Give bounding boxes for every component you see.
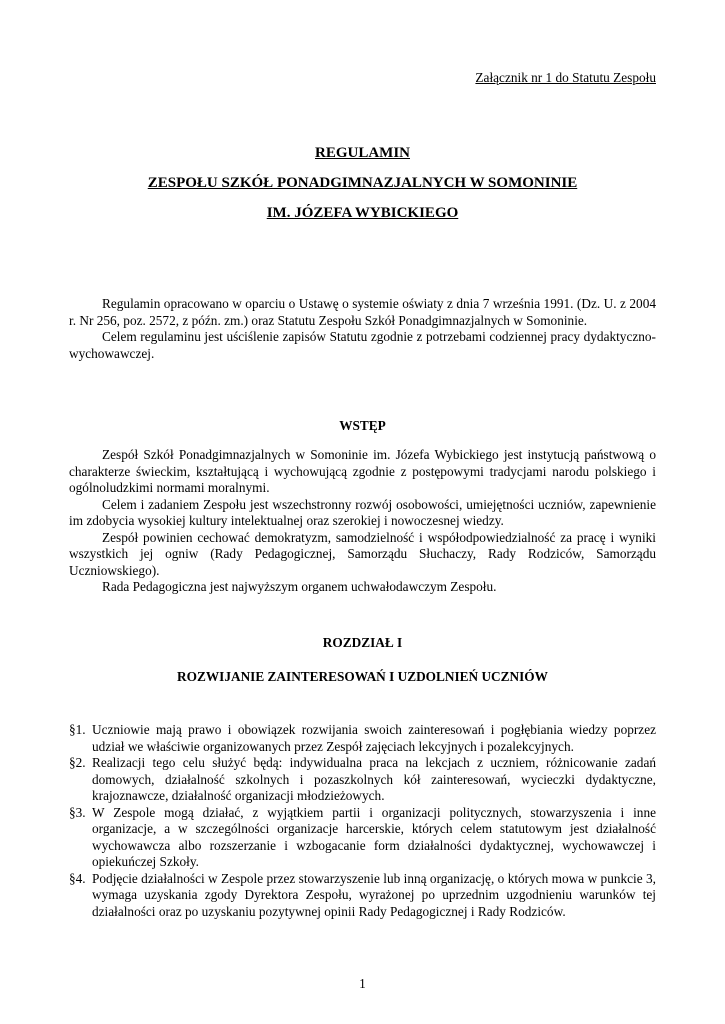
page-number: 1 xyxy=(359,976,366,991)
chapter-items xyxy=(69,722,656,920)
section-text: Podjęcie działalności w Zespole przez stowarzyszenie lub inną organizację, o których mowa w punkcie 3, wymaga uzyskania zgody Dyrektora Zespołu, wyrażonej po uprzednim uzgodnieniu warunków tej działalności oraz po uzyskaniu pozytywnej opinii Rady Pedagogicznej i Rady Rodziców. xyxy=(92,870,656,919)
intro-paragraph-2: Celem regulaminu jest uściślenie zapisów Statutu zgodnie z potrzebami codziennej pracy dydaktyczno-wychowawczej. xyxy=(69,329,656,361)
chapter-subheading: ROZWIJANIE ZAINTERESOWAŃ I UZDOLNIEŃ UCZNIÓW xyxy=(177,669,548,684)
wstep-paragraph-3: Zespół powinien cechować demokratyzm, samodzielność i współodpowiedzialność za pracę i wyniki wszystkich jej ogniw (Rady Pedagogicznej, Samorządu Słuchaczy, Rady Rodziców, Samorządu Uczniowskiego). xyxy=(69,529,656,578)
wstep-section xyxy=(69,447,656,596)
section-text: Uczniowie mają prawo i obowiązek rozwijania swoich zainteresowań i pogłębiania wiedzy poprzez udział we właściwie organizowanych przez Zespół zajęciach lekcyjnych i pozalekcyjnych. xyxy=(92,722,656,754)
section-text: W Zespole mogą działać, z wyjątkiem partii i organizacji politycznych, stowarzyszenia i inne organizacje, a w szczególności organizacje harcerskie, których celem statutowym jest działalność wychowawcza albo rozszerzanie i wzbogacanie form działalności dydaktycznej, wychowawczej i opiekuńczej Szkoły. xyxy=(92,804,656,869)
attachment-note: Załącznik nr 1 do Statutu Zespołu xyxy=(475,70,656,85)
list-item xyxy=(69,722,656,755)
wstep-paragraph-4: Rada Pedagogiczna jest najwyższym organem uchwałodawczym Zespołu. xyxy=(102,579,497,594)
section-number: §4. xyxy=(69,870,86,886)
chapter-heading: ROZDZIAŁ I xyxy=(322,635,403,650)
section-number: §2. xyxy=(69,755,86,770)
section-number: §3. xyxy=(69,804,86,820)
list-item xyxy=(69,805,656,871)
intro-paragraph-1: Regulamin opracowano w oparciu o Ustawę o systemie oświaty z dnia 7 września 1991. (Dz. U. z 2004 r. Nr 256, poz. 2572, z późn. zm.) oraz Statutu Zespołu Szkół Ponadgimnazjalnych w Somoninie. xyxy=(69,296,656,328)
list-item xyxy=(69,755,656,805)
document-title xyxy=(0,145,725,235)
title-line-3: IM. JÓZEFA WYBICKIEGO xyxy=(266,205,459,221)
wstep-paragraph-2: Celem i zadaniem Zespołu jest wszechstronny rozwój osobowości, umiejętności uczniów, zapewnienie im zdobycia wysokiej kultury intelektualnej oraz szerokiej i nowoczesnej wiedzy. xyxy=(69,496,656,528)
wstep-heading: WSTĘP xyxy=(339,418,386,433)
list-item xyxy=(69,871,656,921)
wstep-paragraph-1: Zespół Szkół Ponadgimnazjalnych w Somoninie im. Józefa Wybickiego jest instytucją państwową o charakterze świeckim, kształtującą i wychowującą zgodnie z postępowymi tradycjami narodu polskiego i ogólnoludzkimi normami moralnymi. xyxy=(69,447,656,495)
title-line-2: ZESPOŁU SZKÓŁ PONADGIMNAZJALNYCH W SOMONINIE xyxy=(147,175,578,191)
title-line-1: REGULAMIN xyxy=(314,145,410,161)
section-number: §1. xyxy=(69,722,86,737)
intro-section xyxy=(69,296,656,362)
section-text: Realizacji tego celu służyć będą: indywidualna praca na lekcjach z uczniem, różnicowanie zadań domowych, działalność szkolnych i pozaszkolnych kół zainteresowań, wycieczki dydaktyczne, krajoznawcze, działalność organizacji młodzieżowych. xyxy=(92,755,656,803)
